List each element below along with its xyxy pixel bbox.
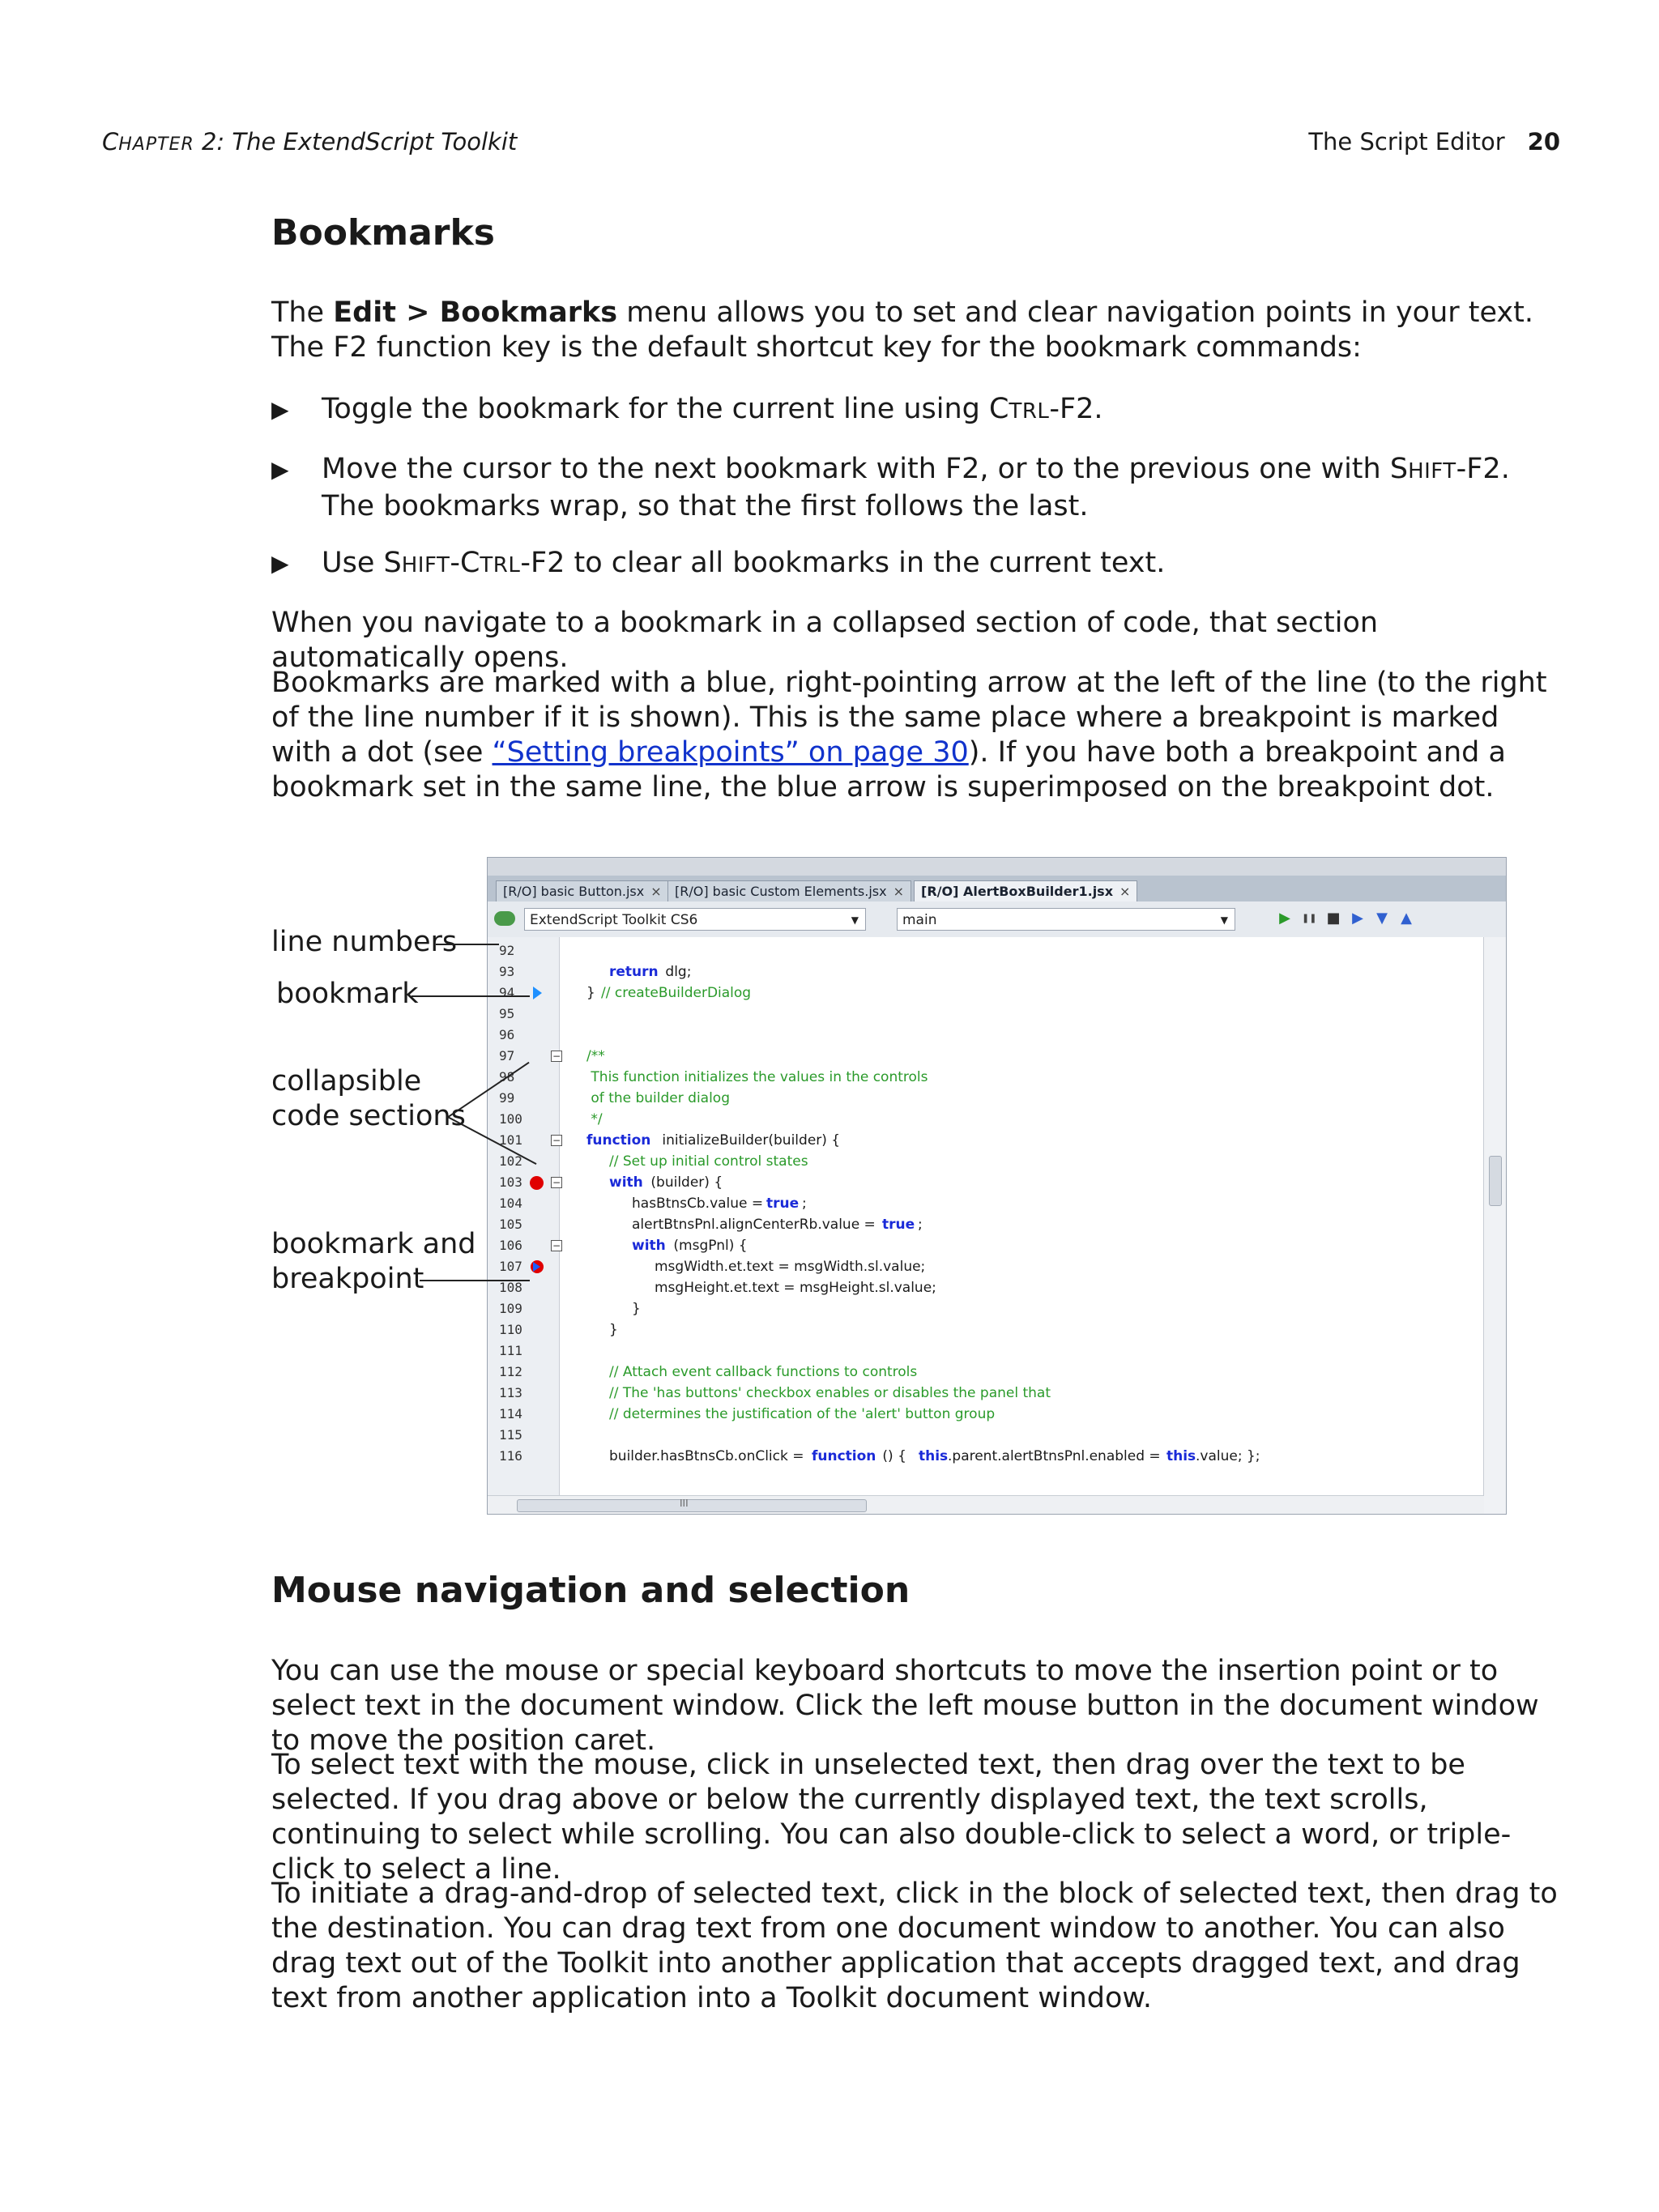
step-into-icon[interactable]: ▼ bbox=[1376, 910, 1388, 927]
stop-icon[interactable]: ■ bbox=[1326, 910, 1341, 927]
leader-line bbox=[436, 944, 499, 945]
code-line: 115 bbox=[499, 1427, 522, 1443]
horizontal-scrollbar[interactable] bbox=[488, 1495, 1484, 1514]
vertical-scrollbar[interactable] bbox=[1483, 937, 1506, 1514]
code-line: 92 bbox=[499, 943, 515, 958]
chevron-down-icon: ▼ bbox=[851, 914, 859, 926]
collapsed-section-para: When you navigate to a bookmark in a collapsed section of code, that section automatically opens. bbox=[271, 607, 1379, 674]
code-line: 97 − /** bbox=[499, 1048, 605, 1064]
collapse-toggle-icon[interactable]: − bbox=[552, 1135, 561, 1146]
setting-breakpoints-link[interactable]: “Setting breakpoints” on page 30 bbox=[492, 736, 969, 769]
code-line: 110 } bbox=[499, 1322, 618, 1338]
scroll-thumb[interactable] bbox=[1489, 1156, 1502, 1206]
code-line: 96 bbox=[499, 1027, 515, 1042]
code-line: 107 msgWidth.et.text = msgWidth.sl.value; bbox=[499, 1259, 926, 1275]
callout-bookmark-and-breakpoint-1: bookmark and bbox=[271, 1228, 476, 1260]
callout-bookmark: bookmark bbox=[276, 978, 419, 1010]
bullet-toggle-bookmark: ▶ Toggle the bookmark for the current line using CTRL-F2. bbox=[271, 393, 1103, 425]
engine-select[interactable]: main ▼ bbox=[897, 908, 1235, 931]
bullet-clear-bookmarks: ▶ Use SHIFT-CTRL-F2 to clear all bookmarks in the current text. bbox=[271, 547, 1166, 579]
code-line: 103 − with (builder) { bbox=[499, 1174, 723, 1191]
tab-basic-custom-elements[interactable]: [R/O] basic Custom Elements.jsx × bbox=[667, 880, 911, 902]
bookmark-breakpoint-icon[interactable] bbox=[531, 1260, 544, 1273]
code-line: 94 } // createBuilderDialog bbox=[499, 985, 752, 1001]
running-header-section bbox=[1308, 128, 1560, 156]
close-icon[interactable]: × bbox=[893, 884, 904, 899]
breakpoint-dot-icon[interactable] bbox=[530, 1176, 544, 1190]
page-number: 20 bbox=[1527, 128, 1560, 156]
scroll-grip: III bbox=[680, 1498, 689, 1509]
collapse-toggle-icon[interactable]: − bbox=[552, 1240, 561, 1251]
bookmarks-intro: The Edit > Bookmarks menu allows you to set and clear navigation points in your text. The F2 function key is the default shortcut key for the bookmark commands: bbox=[271, 296, 1533, 364]
document-tab-bar bbox=[488, 876, 1506, 901]
section-title: The Script Editor bbox=[1308, 128, 1505, 156]
tab-basic-button[interactable]: [R/O] basic Button.jsx × bbox=[496, 880, 669, 902]
callout-bookmark-and-breakpoint-2: breakpoint bbox=[271, 1263, 424, 1295]
code-line: 108 msgHeight.et.text = msgHeight.sl.value; bbox=[499, 1280, 936, 1296]
pause-icon[interactable]: ❚❚ bbox=[1302, 913, 1317, 923]
step-out-icon[interactable]: ▲ bbox=[1401, 910, 1412, 927]
code-line: 98 This function initializes the values in the controls bbox=[499, 1069, 928, 1085]
mouse-navigation-heading: Mouse navigation and selection bbox=[271, 1570, 911, 1611]
code-line: 95 bbox=[499, 1006, 515, 1021]
mouse-para-1: You can use the mouse or special keyboard shortcuts to move the insertion point or to select text in the document window. Click the left mouse button in the document window to move the position caret. bbox=[271, 1655, 1539, 1757]
callout-collapsible-2: code sections bbox=[271, 1100, 466, 1132]
leader-line bbox=[412, 995, 530, 997]
code-line: 99 of the builder dialog bbox=[499, 1090, 730, 1106]
debug-toolbar bbox=[488, 901, 1506, 938]
leader-line bbox=[420, 1280, 530, 1281]
bookmark-arrow-icon[interactable] bbox=[533, 987, 542, 999]
run-icon[interactable]: ▶ bbox=[1279, 910, 1290, 927]
menu-strip bbox=[488, 858, 1506, 876]
mouse-para-2: To select text with the mouse, click in unselected text, then drag over the text to be selected. If you drag above or below the currently displayed text, the text scrolls, continuing to select while scrolling. You can also double-click to select a word, or triple-click to select a line. bbox=[271, 1749, 1512, 1886]
code-line: 93 return dlg; bbox=[499, 964, 692, 980]
code-line: 102 // Set up initial control states bbox=[499, 1153, 808, 1170]
step-over-icon[interactable]: ▶ bbox=[1352, 910, 1363, 927]
bullet-triangle-icon: ▶ bbox=[271, 550, 289, 577]
code-line: 114 // determines the justification of the 'alert' button group bbox=[499, 1406, 996, 1422]
code-line: 105 alertBtnsPnl.alignCenterRb.value = true ; bbox=[499, 1217, 923, 1233]
chevron-down-icon: ▼ bbox=[1220, 914, 1228, 926]
bullet-triangle-icon: ▶ bbox=[271, 396, 289, 423]
mouse-para-3: To initiate a drag-and-drop of selected text, click in the block of selected text, then drag to the destination. You can drag text from one document window to another. You can also drag text out of the Toolkit into another application that accepts dragged text, and drag text from another application into a Toolkit document window. bbox=[271, 1877, 1558, 2014]
running-header-chapter: CHAPTER 2: The ExtendScript Toolkit bbox=[102, 128, 518, 156]
toolkit-screenshot bbox=[487, 857, 1507, 1515]
scroll-thumb[interactable] bbox=[517, 1499, 867, 1512]
code-line: 104 hasBtnsCb.value = true ; bbox=[499, 1196, 807, 1212]
code-line: 113 // The 'has buttons' checkbox enables or disables the panel that bbox=[499, 1385, 1051, 1401]
collapse-toggle-icon[interactable]: − bbox=[552, 1051, 561, 1062]
link-icon[interactable] bbox=[494, 911, 515, 926]
code-line: 109 } bbox=[499, 1301, 641, 1317]
bookmark-marker-para: Bookmarks are marked with a blue, right-pointing arrow at the left of the line (to the right of the line number if it is shown). This is the same place where a breakpoint is marked with a dot (see “Setting breakpoints” on page 30). If you have both a breakpoint and a bookmark set in the same line, the blue arrow is superimposed on the breakpoint dot. bbox=[271, 667, 1547, 803]
bullet-next-bookmark: ▶ Move the cursor to the next bookmark with F2, or to the previous one with SHIFT-F2. The bookmarks wrap, so that the first follows the last. bbox=[271, 453, 1510, 522]
code-line: 116 builder.hasBtnsCb.onClick = function () { this .parent.alertBtnsPnl.enabled = this .value; }; bbox=[499, 1448, 1260, 1464]
code-line: 106 − with (msgPnl) { bbox=[499, 1238, 748, 1254]
close-icon[interactable]: × bbox=[650, 884, 662, 899]
code-editor[interactable] bbox=[488, 937, 1484, 1515]
bullet-triangle-icon: ▶ bbox=[271, 456, 289, 483]
bookmarks-heading: Bookmarks bbox=[271, 212, 495, 254]
callout-line-numbers: line numbers bbox=[271, 926, 458, 958]
tab-alertboxbuilder[interactable]: [R/O] AlertBoxBuilder1.jsx × bbox=[914, 880, 1137, 902]
code-line: 111 bbox=[499, 1343, 522, 1358]
code-line: 101 − function initializeBuilder(builder) { bbox=[499, 1132, 841, 1149]
code-line: 112 // Attach event callback functions to controls bbox=[499, 1364, 918, 1380]
callout-collapsible-1: collapsible bbox=[271, 1065, 422, 1097]
code-line: 100 */ bbox=[499, 1111, 603, 1127]
collapse-toggle-icon[interactable]: − bbox=[552, 1177, 561, 1188]
close-icon[interactable]: × bbox=[1120, 884, 1131, 899]
target-app-select[interactable]: ExtendScript Toolkit CS6 ▼ bbox=[524, 908, 866, 931]
